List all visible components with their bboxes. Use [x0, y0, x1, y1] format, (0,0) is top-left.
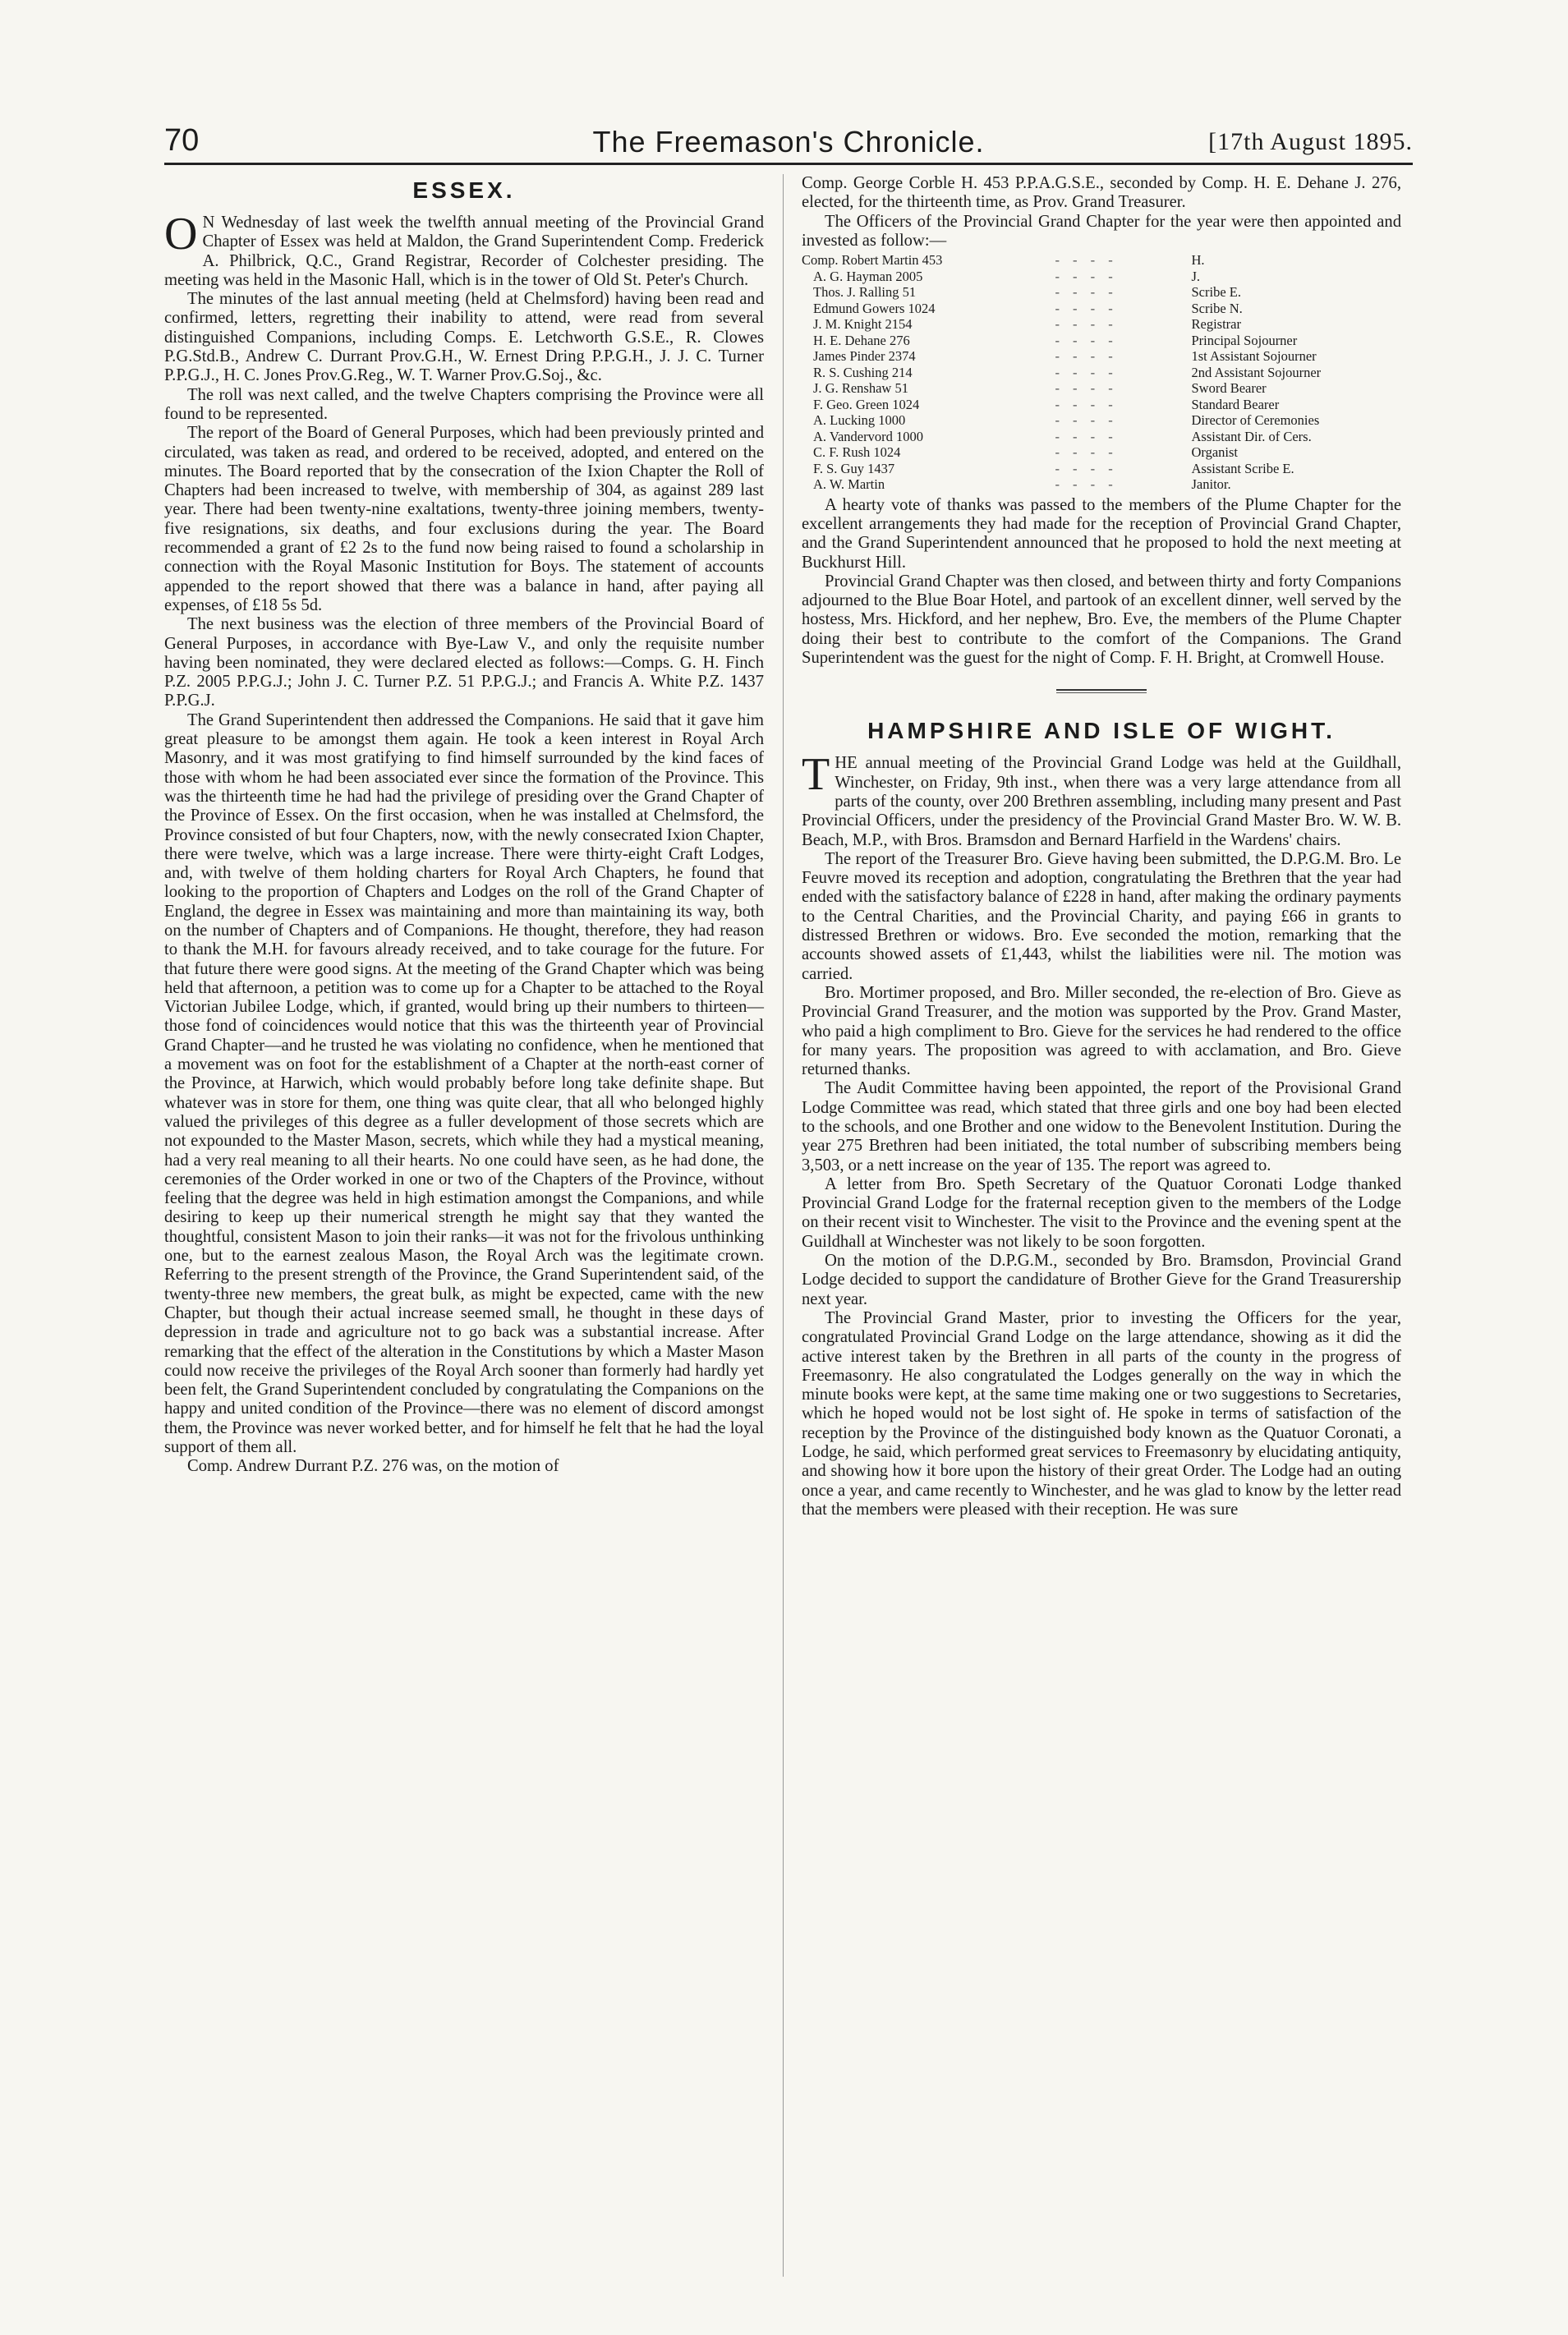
officer-name: Thos. J. Ralling 51: [813, 284, 917, 301]
essex-paragraph: The next business was the election of three members of the Provincial Board of General Purposes, in accordance with Bye-Law V., and only the requisite number having been nominated, they were declared elected as follows:—Comps. G. H. Finch P.Z. 2005 P.P.G.J.; John J. C. Turner P.Z. 51 P.P.G.J.; and Francis A. White P.Z. 1437 P.P.G.J.: [164, 615, 764, 710]
officer-name: R. S. Cushing 214: [813, 364, 913, 380]
leader-dots: - - - -: [1055, 348, 1118, 365]
leader-dots: - - - -: [1055, 316, 1118, 333]
essex-continued-paragraph: The Officers of the Provincial Grand Chapter for the year were then appointed and invested as follow:—: [802, 212, 1401, 250]
hampshire-heading: HAMPSHIRE AND ISLE OF WIGHT.: [867, 718, 1336, 744]
officer-name: A. Vandervord 1000: [813, 428, 923, 444]
officer-office: Director of Ceremonies: [1191, 412, 1320, 429]
officer-row: [802, 380, 1401, 397]
officer-name: A. G. Hayman 2005: [813, 268, 923, 284]
left-column: [164, 174, 764, 1477]
leader-dots: - - - -: [1055, 332, 1118, 348]
essex-closing-paragraph: Provincial Grand Chapter was then closed, and between thirty and forty Companions adjourned to the Blue Boar Hotel, and partook of an excellent dinner, well served by the hostess, Mrs. Hickford, and her nephew, Bro. Eve, the members of the Plume Chapter doing their best to contribute to the comfort of the Companions. The Grand Superintendent was the guest for the night of Comp. F. H. Bright, at Cromwell House.: [802, 572, 1401, 668]
officer-office: H.: [1191, 252, 1205, 269]
officer-row: [802, 365, 1401, 381]
hampshire-paragraph: The report of the Treasurer Bro. Gieve having been submitted, the D.P.G.M. Bro. Le Feuvre moved its reception and adoption, congratulating the Brethren that the year had ended with the satisfactory balance of £228 in hand, after making the ordinary payments to the Central Charities, and the Provincial Charity, and paying £66 in grants to distressed Brethren or widows. Bro. Eve seconded the motion, remarking that the accounts showed assets of £1,443, whilst the liabilities were nil. The motion was carried.: [802, 849, 1401, 983]
hampshire-paragraph: A letter from Bro. Speth Secretary of the Quatuor Coronati Lodge thanked Provincial Grand Lodge for the fraternal reception given to the members of the Lodge on their recent visit to Winchester. The visit to the Province and the evening spent at the Guildhall at Winchester was not likely to be soon forgotten.: [802, 1174, 1401, 1251]
officer-row: [802, 284, 1401, 301]
officer-office: Assistant Dir. of Cers.: [1191, 428, 1312, 444]
essex-paragraph: The roll was next called, and the twelve Chapters comprising the Province were all found to be represented.: [164, 385, 764, 423]
officer-office: J.: [1191, 268, 1201, 284]
hampshire-paragraph: Bro. Mortimer proposed, and Bro. Miller seconded, the re-election of Bro. Gieve as Provincial Grand Treasurer, and the motion was supported by the Prov. Grand Master, who paid a high compliment to Bro. Gieve for the services he had rendered to the office for many years. The proposition was agreed to with acclamation, and Bro. Gieve returned thanks.: [802, 983, 1401, 1079]
leader-dots: - - - -: [1055, 300, 1118, 316]
officer-row: [802, 429, 1401, 445]
header-rule: [164, 163, 1413, 165]
officer-office: Organist: [1191, 444, 1239, 461]
officer-row: [802, 316, 1401, 333]
leader-dots: - - - -: [1055, 284, 1118, 301]
officer-name: H. E. Dehane 276: [813, 332, 910, 348]
leader-dots: - - - -: [1055, 396, 1118, 412]
officer-name: C. F. Rush 1024: [813, 444, 901, 461]
officer-row: [802, 397, 1401, 413]
officer-name: Edmund Gowers 1024: [813, 300, 936, 316]
hampshire-paragraph: On the motion of the D.P.G.M., seconded by Bro. Bramsdon, Provincial Grand Lodge decided to support the candidature of Brother Gieve for the Grand Treasurership next year.: [802, 1252, 1401, 1308]
issue-date: [17th August 1895.: [1208, 128, 1413, 155]
officer-office: Scribe N.: [1191, 300, 1243, 316]
leader-dots: - - - -: [1055, 268, 1118, 284]
hampshire-paragraph: The Provincial Grand Master, prior to investing the Officers for the year, congratulated Provincial Grand Lodge on the large attendance, showing as it did the active interest taken by the Brethren in all parts of the county in the progress of Freemasonry. He also congratulated the Lodges generally on the way in which the minute books were kept, at the same time making one or two suggestions to Secretaries, which he hoped would not be lost sight of. He spoke in terms of satisfaction of the reception by the Province of the distinguished body known as the Quatuor Coronati, a Lodge, he said, which performed great services to Freemasonry by elucidating antiquity, and showing how it bore upon the history of their great Order. The Lodge had an outing once a year, and came recently to Winchester, and he was glad to know by the letter read that the members were pleased with their reception. He was sure: [802, 1308, 1401, 1519]
officer-name: J. G. Renshaw 51: [813, 380, 908, 397]
officer-row: [802, 444, 1401, 461]
running-head: [164, 123, 1413, 159]
right-column: [802, 174, 1401, 1519]
leader-dots: - - - -: [1055, 476, 1118, 493]
leader-dots: - - - -: [1055, 252, 1118, 269]
officer-name: F. Geo. Green 1024: [813, 396, 920, 412]
hampshire-paragraph-text: HE annual meeting of the Provincial Grand Lodge was held at the Guildhall, Winchester, on Friday, 9th inst., when there was a very large attendance from all parts of the county, over 200 Brethren assembling, including many present and Past Provincial Officers, under the presidency of the Provincial Grand Master Bro. W. W. B. Beach, M.P., with Bros. Bramsdon and Bernard Harfield in the Wardens' chairs.: [802, 754, 1401, 849]
essex-paragraph: The minutes of the last annual meeting (held at Chelmsford) having been read and confirmed, letters, regretting their inability to attend, were read from several distinguished Companions, including Comps. E. Letchworth G.S.E., R. Clowes P.G.Std.B., Andrew C. Durrant Prov.G.H., W. Ernest Dring P.P.G.H., J. J. C. Turner P.P.G.J., H. C. Jones Prov.G.Reg., W. T. Warner Prov.G.Soj., &c.: [164, 290, 764, 385]
officer-row: [802, 461, 1401, 477]
page-number: 70: [164, 123, 200, 158]
hampshire-dropcap: T: [802, 749, 830, 801]
officer-name: James Pinder 2374: [813, 348, 916, 365]
essex-heading: ESSEX.: [412, 177, 516, 203]
column-divider: [783, 174, 784, 2277]
essex-continued-paragraph: Comp. George Corble H. 453 P.P.A.G.S.E., seconded by Comp. H. E. Dehane J. 276, elected, for the thirteenth time, as Prov. Grand Treasurer.: [802, 174, 1401, 212]
officer-office: Sword Bearer: [1191, 380, 1267, 397]
section-separator: [1056, 689, 1147, 693]
leader-dots: - - - -: [1055, 428, 1118, 444]
officer-office: Assistant Scribe E.: [1191, 460, 1294, 476]
hampshire-paragraph: [802, 749, 1401, 849]
officer-row: [802, 476, 1401, 493]
leader-dots: - - - -: [1055, 380, 1118, 397]
officer-name: J. M. Knight 2154: [813, 316, 913, 333]
officer-office: Principal Sojourner: [1191, 332, 1298, 348]
leader-dots: - - - -: [1055, 444, 1118, 461]
officer-office: 2nd Assistant Sojourner: [1191, 364, 1322, 380]
essex-paragraph: The Grand Superintendent then addressed the Companions. He said that it gave him great pleasure to be amongst them again. He took a keen interest in Royal Arch Masonry, and it was most gratifying to find himself surrounded by the kind faces of those with whom he had been associated ever since the formation of the Province. This was the thirteenth time he had had the privilege of presiding over the Grand Chapter of the Province of Essex. On the first occasion, when he was installed at Chelmsford, the Province consisted of but four Chapters, now, with the newly consecrated Ixion Chapter, there were twelve, which was a large increase. There were thirty-eight Craft Lodges, and, with twelve of them holding charters for Royal Arch Chapters, he found that looking to the proportion of Chapters and Lodges on the roll of the Grand Chapter of England, the degree in Essex was maintaining and more than maintaining its way, both on the number of Chapters and of Companions. He thought, therefore, they had reason to thank the M.H. for favours already received, and to take courage for the future. For that future there were good signs. At the meeting of the Grand Chapter which was being held that afternoon, a petition was to come up for a Chapter to be attached to the Royal Victorian Jubilee Lodge, which, if granted, would bring up their numbers to thirteen—those fond of coincidences would notice that this was the thirteenth year of Provincial Grand Chapter—and he trusted he was violating no confidence, when he mentioned that a movement was on foot for the establishment of a Chapter at the north-east corner of the Province, at Harwich, which would probably before long take definite shape. But whatever was in store for them, one thing was quite clear, that all who belonged highly valued the privileges of this degree as a fuller development of those secrets which are not expounded to the Master Mason, secrets, which while they had a mystical meaning, had a very real meaning to all their hearts. No one could have seen, as he had done, the ceremonies of the Order worked in one or two of the Chapters of the Province, without feeling that the degree was held in high estimation amongst the Companions, and while desiring to keep up their numerical strength he might say that they wanted the thoughtful, consistent Mason to join their ranks—it was not for the frivolous unthinking one, but to the earnest zealous Mason, the Royal Arch was the legitimate crown. Referring to the present strength of the Province, the Grand Superintendent said, of the twenty-three new members, the great bulk, as might be expected, came with the new Chapter, but though their actual increase seemed small, he thought in these days of depression in trade and agriculture not to go back was a substantial increase. After remarking that the effect of the alteration in the Constitutions by which a Master Mason could now receive the privileges of the Royal Arch sooner than formerly had hardly yet been felt, the Grand Superintendent concluded by congratulating the Companions on the happy and united condition of the Province—there was no element of discord amongst them, the Province was never worked better, and for himself he felt that he had the loyal support of them all.: [164, 710, 764, 1456]
hampshire-paragraph: The Audit Committee having been appointed, the report of the Provisional Grand Lodge Committee was read, which stated that three girls and one boy had been elected to the schools, and one Brother and one widow to the Benevolent Institution. During the year 275 Brethren had been initiated, the total number of subscribing members being 3,503, or a nett increase on the year of 135. The report was agreed to.: [802, 1079, 1401, 1174]
officer-row: [802, 333, 1401, 349]
officer-name: A. Lucking 1000: [813, 412, 906, 429]
officer-office: Scribe E.: [1191, 284, 1241, 301]
officers-list: [802, 252, 1401, 493]
officer-name: F. S. Guy 1437: [813, 460, 895, 476]
officer-name: A. W. Martin: [813, 476, 885, 493]
essex-closing-paragraph: A hearty vote of thanks was passed to the members of the Plume Chapter for the excellent arrangements they had made for the reception of Provincial Grand Chapter, and the Grand Superintendent announced that he proposed to hold the next meeting at Buckhurst Hill.: [802, 495, 1401, 572]
essex-paragraph: Comp. Andrew Durrant P.Z. 276 was, on the motion of: [187, 1457, 559, 1476]
essex-dropcap: O: [164, 209, 198, 260]
essex-paragraph-text: N Wednesday of last week the twelfth annual meeting of the Provincial Grand Chapter of Essex was held at Maldon, the Grand Superintendent Comp. Frederick A. Philbrick, Q.C., Grand Registrar, Recorder of Colchester presiding. The meeting was held in the Masonic Hall, which is in the tower of Old St. Peter's Church.: [164, 214, 764, 289]
essex-paragraph: The report of the Board of General Purposes, which had been previously printed and circulated, was taken as read, and ordered to be received, adopted, and entered on the minutes. The Board reported that by the consecration of the Ixion Chapter the Roll of Chapters had been increased to twelve, with membership of 304, as against 289 last year. There had been twenty-nine exaltations, twenty-three joining members, twenty-five resignations, six deaths, and four exclusions during the year. The Board recommended a grant of £2 2s to the fund now being raised to found a scholarship in connection with the Royal Masonic Institution for Boys. The statement of accounts appended to the report showed that there was a balance in hand, after paying all expenses, of £18 5s 5d.: [164, 424, 764, 614]
officer-office: Registrar: [1191, 316, 1241, 333]
officer-row: [802, 412, 1401, 429]
leader-dots: - - - -: [1055, 460, 1118, 476]
officer-office: Standard Bearer: [1191, 396, 1280, 412]
officer-row: [802, 301, 1401, 317]
leader-dots: - - - -: [1055, 364, 1118, 380]
officer-office: Janitor.: [1191, 476, 1231, 493]
officer-row: [802, 348, 1401, 365]
officer-row: [802, 269, 1401, 285]
officer-office: 1st Assistant Sojourner: [1191, 348, 1317, 365]
leader-dots: - - - -: [1055, 412, 1118, 429]
essex-paragraph: [164, 209, 764, 290]
officer-name: Comp. Robert Martin 453: [802, 252, 943, 269]
publication-title: The Freemason's Chronicle.: [592, 125, 985, 159]
officer-row: [802, 252, 1401, 269]
